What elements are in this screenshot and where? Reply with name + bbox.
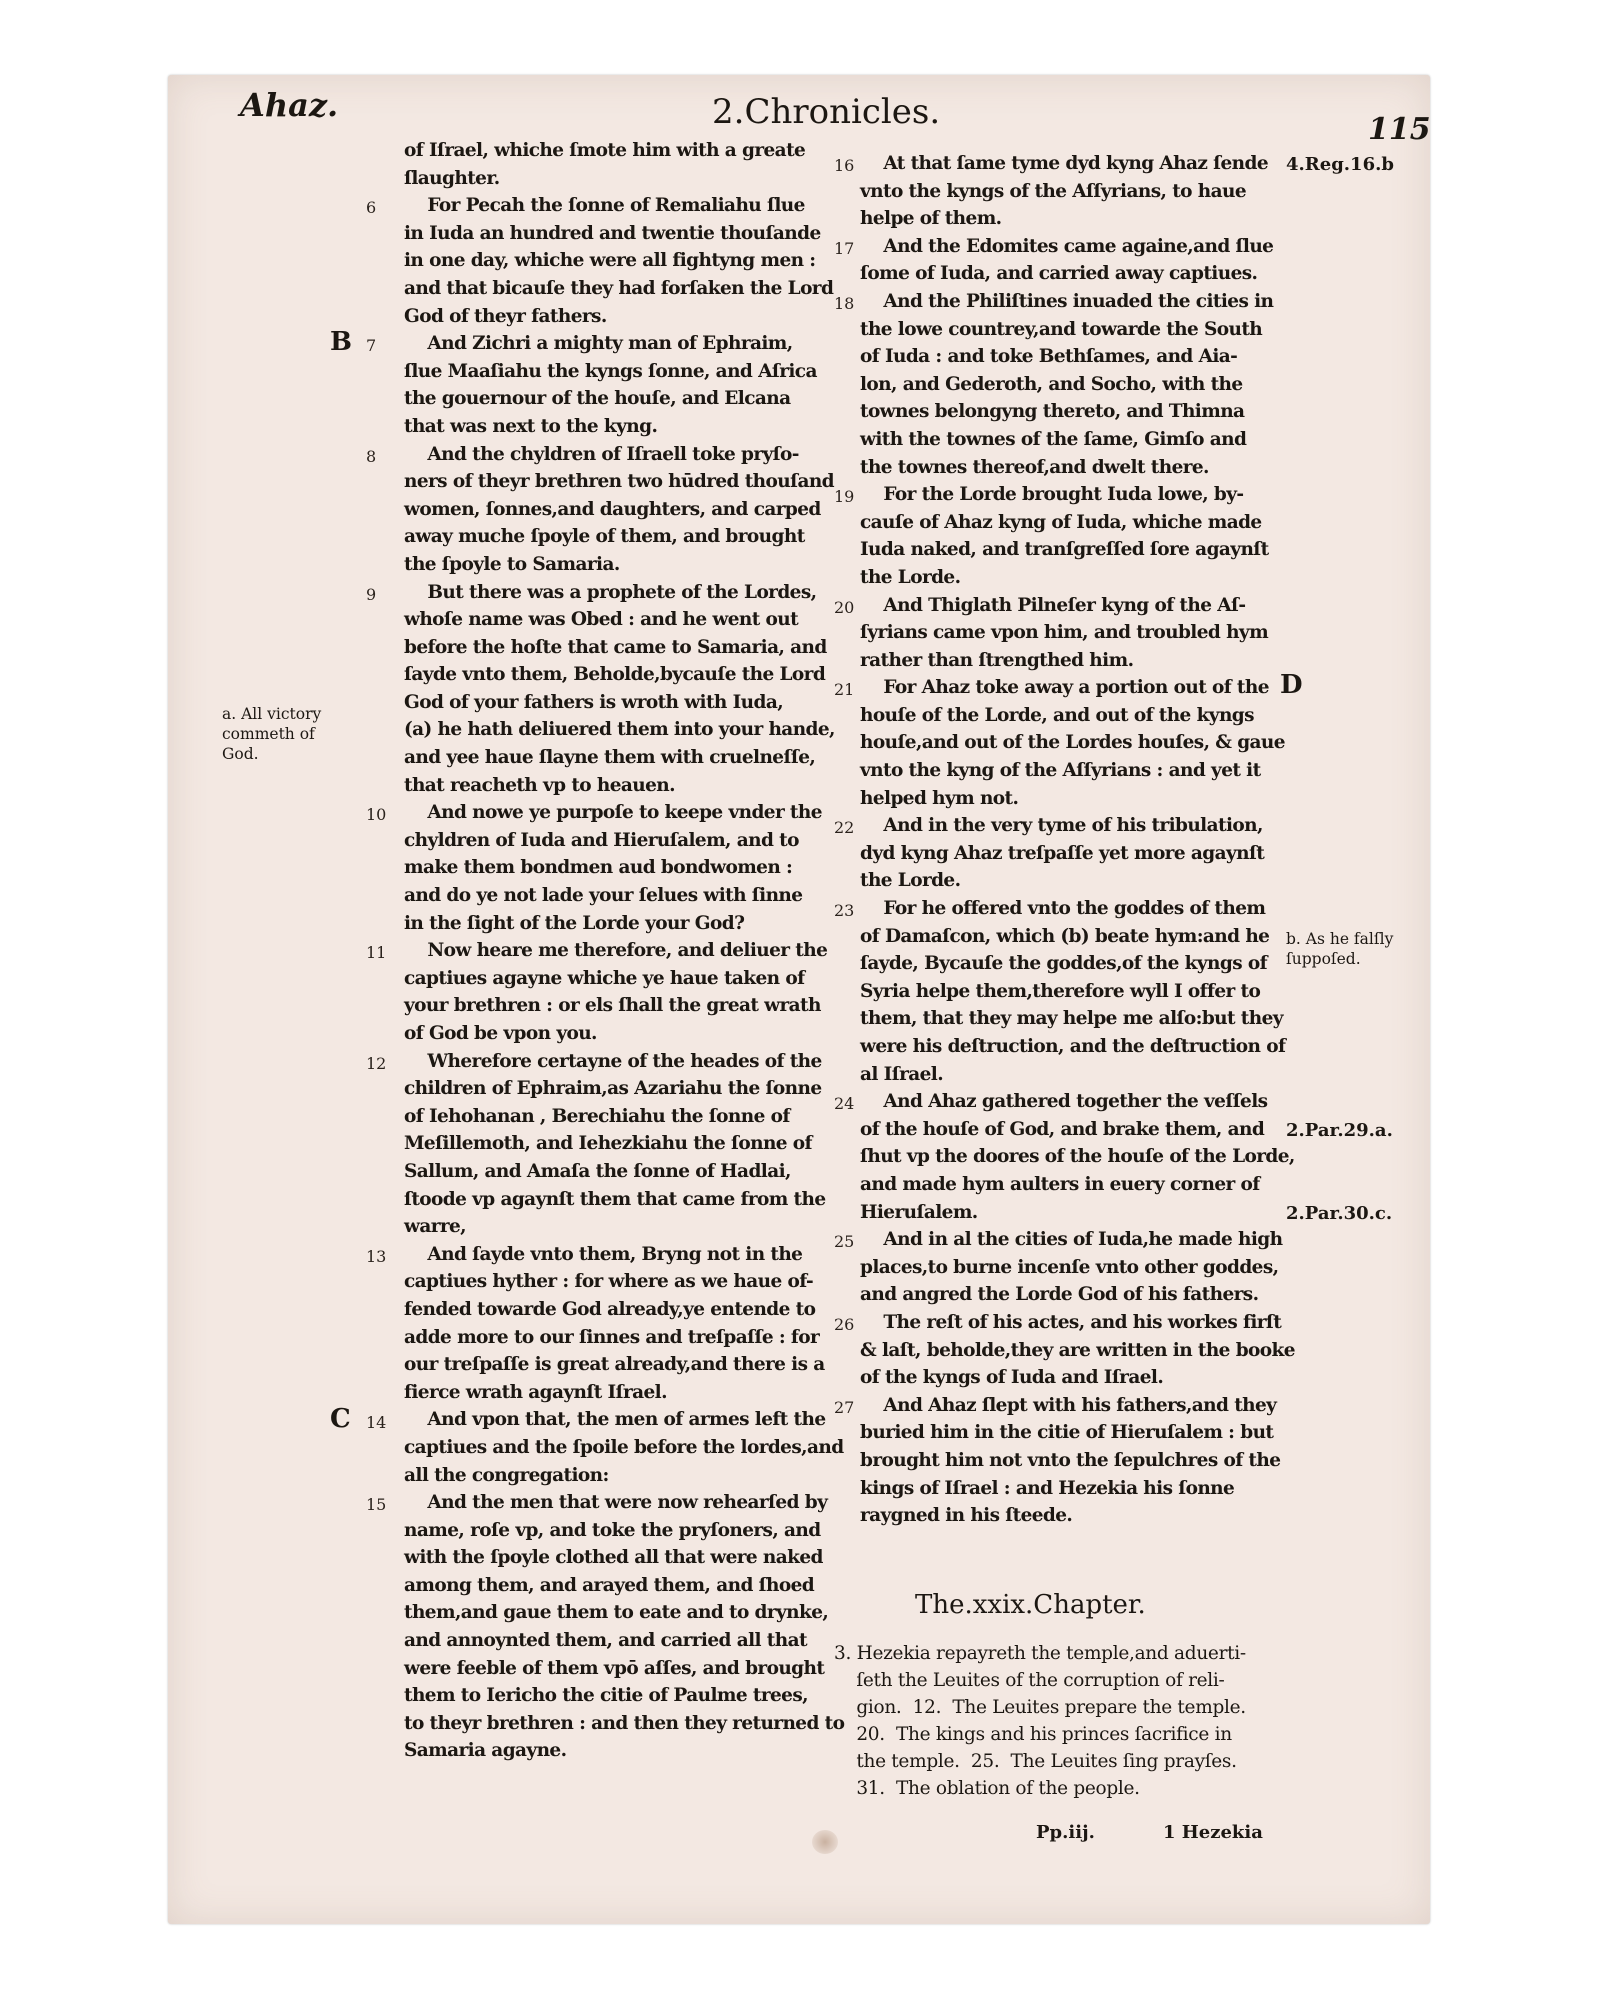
text-line: your brethren : or els ſhall the great wrath — [404, 995, 821, 1017]
text-line: ſlue Maaſiahu the kyngs ſonne, and Aſrica — [404, 360, 817, 382]
cross-reference: 2.Par.29.a. — [1286, 1120, 1393, 1141]
verse-number: 19 — [834, 487, 855, 507]
verse-number: 24 — [834, 1094, 855, 1114]
text-line: Syria helpe them,therefore wyll I offer to — [860, 980, 1261, 1002]
text-line: of Iuda : and toke Bethſames, and Aia- — [860, 346, 1238, 368]
text-line: of God be vpon you. — [404, 1023, 597, 1044]
verse-number: 10 — [366, 805, 387, 825]
paper-stain — [812, 1830, 838, 1854]
text-line: God of theyr fathers. — [404, 305, 607, 327]
text-line: townes belongyng thereto, and Thimna — [860, 401, 1245, 423]
verse-number: 16 — [834, 156, 855, 175]
text-line: of Iehohanan , Berechiahu the ſonne of — [404, 1105, 790, 1127]
text-line: them to Iericho the citie of Paulme trees, — [404, 1685, 808, 1707]
text-line: to theyr brethren : and then they returned to — [404, 1712, 845, 1734]
verse-number: 22 — [834, 818, 855, 838]
section-letter: B — [330, 327, 352, 358]
text-line: our treſpaſſe is great already,and there is a — [404, 1354, 825, 1376]
text-line: lon, and Gederoth, and Socho, with the — [860, 373, 1243, 395]
text-line: ſlaughter. — [404, 167, 500, 189]
text-line: And the Philiſtines inuaded the cities in — [860, 290, 1274, 312]
chapter-summary: 3. Hezekia repayreth the temple,and aduerti- ſeth the Leuites of the corruption of reli- gion. 12. The Leuites prepare the temple. 20. The kings and his princes ſacrifice in the temple. 25. The Leuites ſing prayſes. 31. The oblation of the people. — [834, 1643, 1246, 1799]
text-line: women, ſonnes,and daughters, and carped — [404, 498, 821, 520]
text-line: them, that they may helpe me alſo:but they — [860, 1008, 1283, 1030]
text-line: ſome of Iuda, and carried away captiues. — [860, 263, 1258, 285]
text-line: dyd kyng Ahaz treſpaſſe yet more agaynſt — [860, 842, 1265, 864]
text-line: Now heare me therefore, and deliuer the — [404, 940, 828, 962]
text-line: them,and gaue them to eate and to drynke, — [404, 1602, 829, 1624]
text-line: ſyrians came vpon him, and troubled hym — [860, 622, 1269, 644]
signature-mark: Pp.iij. — [1036, 1822, 1095, 1843]
running-head-left: Ahaz. — [240, 86, 339, 124]
margin-note-b: b. As he falſly ſuppoſed. — [1286, 929, 1394, 968]
verse-number: 12 — [366, 1053, 387, 1073]
text-line: And in the very tyme of his tribulation, — [860, 815, 1263, 837]
text-line: cauſe of Ahaz kyng of Iuda, whiche made — [860, 511, 1262, 533]
left-text-column — [404, 137, 844, 1765]
text-line: buried him in the citie of Hieruſalem : but — [860, 1422, 1274, 1444]
text-line: And Ahaz ſlept with his fathers,and they — [860, 1394, 1277, 1416]
text-line: raygned in his ſteede. — [860, 1505, 1073, 1527]
text-line: and angred the Lorde God of his fathers. — [860, 1284, 1259, 1306]
text-line: For the Lorde brought Iuda lowe, by- — [860, 484, 1244, 506]
text-line: and annoynted them, and carried all that — [404, 1630, 807, 1652]
text-line: the ſpoyle to Samaria. — [404, 553, 620, 575]
text-line: children of Ephraim,as Azariahu the ſonne — [404, 1078, 822, 1100]
text-line: & laſt, beholde,they are written in the booke — [860, 1339, 1295, 1361]
text-line: fended towarde God already,ye entende to — [404, 1298, 816, 1320]
text-line: the gouernour of the houſe, and Elcana — [404, 388, 791, 410]
text-line: And Thiglath Pilneſer kyng of the Aſ- — [860, 594, 1246, 616]
text-line: al Iſrael. — [860, 1063, 944, 1085]
text-line: brought him not vnto the ſepulchres of the — [860, 1449, 1281, 1471]
verse-number: 15 — [366, 1495, 387, 1515]
text-line: fierce wrath agaynſt Iſrael. — [404, 1381, 667, 1403]
margin-note-a: a. All victory commeth of God. — [222, 705, 322, 763]
text-line: make them bondmen aud bondwomen : — [404, 857, 793, 879]
text-line: vnto the kyng of the Aſſyrians : and yet it — [860, 760, 1261, 782]
text-line: Meſillemoth, and Iehezkiahu the ſonne of — [404, 1133, 812, 1155]
text-line: of Damaſcon, which (b) beate hym:and he — [860, 925, 1270, 947]
text-line: in the ſight of the Lorde your God? — [404, 912, 745, 934]
text-line: with the ſpoyle clothed all that were naked — [404, 1547, 823, 1569]
text-line: in one day, whiche were all fightyng men : — [404, 250, 816, 272]
text-line: places,to burne incenſe vnto other goddes, — [860, 1256, 1279, 1278]
text-line: houſe,and out of the Lordes houſes, & gaue — [860, 732, 1285, 754]
text-line: ſtoode vp agaynſt them that came from the — [404, 1188, 826, 1210]
text-line: the Lorde. — [860, 870, 961, 892]
text-line: And Ahaz gathered together the veſſels — [860, 1091, 1268, 1113]
text-line: and made hym aulters in euery corner of — [860, 1173, 1260, 1195]
text-line: the townes thereof,and dwelt there. — [860, 456, 1209, 478]
text-line: helpe of them. — [860, 208, 1002, 230]
verse-number: 17 — [834, 238, 855, 258]
text-line: The reſt of his actes, and his workes firſt — [860, 1311, 1282, 1333]
text-line: all the congregation: — [404, 1464, 609, 1486]
verse-number: 27 — [834, 1398, 855, 1417]
text-line: For he offered vnto the goddes of them — [860, 898, 1266, 920]
text-line: ſhut vp the doores of the houſe of the Lorde, — [860, 1146, 1295, 1168]
text-line: warre, — [404, 1216, 467, 1238]
text-line: ners of theyr brethren two hūdred thouſand — [404, 471, 835, 493]
text-line: chyldren of Iuda and Hieruſalem, and to — [404, 829, 799, 851]
text-line: captiues hyther : for where as we haue of- — [404, 1271, 814, 1293]
section-letter: D — [1280, 670, 1303, 701]
verse-number: 21 — [834, 680, 855, 700]
text-line: the lowe countrey,and towarde the South — [860, 318, 1263, 340]
text-line: helped hym not. — [860, 787, 1019, 809]
verse-number: 13 — [366, 1247, 387, 1266]
text-line: adde more to our ſinnes and treſpaſſe : for — [404, 1326, 820, 1348]
text-line: of Iſrael, whiche ſmote him with a greate — [404, 140, 806, 161]
verse-number: 18 — [834, 294, 855, 313]
text-line: and do ye not lade your ſelues with ſinne — [404, 885, 803, 907]
page-number: 115 — [1368, 112, 1431, 147]
verse-number: 26 — [834, 1315, 855, 1335]
right-text-column — [860, 150, 1295, 1530]
cross-reference: 4.Reg.16.b — [1286, 154, 1394, 175]
text-line: captiues agayne whiche ye haue taken of — [404, 967, 805, 989]
text-line: And the Edomites came againe,and ſlue — [860, 235, 1274, 257]
text-line: Hieruſalem. — [860, 1201, 978, 1223]
text-line: were feeble of them vpō aſſes, and brought — [404, 1657, 825, 1679]
verse-number: 6 — [366, 198, 377, 218]
text-line: God of your fathers is wroth with Iuda, — [404, 691, 784, 713]
text-line: ſayde, Bycauſe the goddes,of the kyngs of — [860, 953, 1267, 975]
verse-number: 9 — [366, 584, 377, 604]
text-line: and that bicauſe they had forſaken the Lord — [404, 277, 834, 299]
text-line: before the hoſte that came to Samaria, and — [404, 636, 827, 658]
text-line: in Iuda an hundred and twentie thouſande — [404, 222, 821, 244]
verse-number: 20 — [834, 597, 855, 617]
text-line: ſayde vnto them, Beholde,bycauſe the Lord — [404, 664, 826, 686]
text-line: Iuda naked, and tranſgreſſed ſore agaynſt — [860, 539, 1269, 561]
text-line: And vpon that, the men of armes left the — [404, 1409, 826, 1431]
text-line: name, roſe vp, and toke the pryſoners, and — [404, 1519, 821, 1541]
text-line: (a) he hath deliuered them into your hande, — [404, 719, 835, 741]
running-head-title: 2.Chronicles. — [712, 92, 941, 132]
text-line: whoſe name was Obed : and he went out — [404, 609, 799, 631]
text-line: But there was a prophete of the Lordes, — [404, 581, 817, 603]
text-line: And ſayde vnto them, Bryng not in the — [404, 1243, 803, 1265]
cross-reference: 2.Par.30.c. — [1286, 1202, 1393, 1224]
text-line: rather than ſtrengthed him. — [860, 649, 1134, 671]
text-line: kings of Iſrael : and Hezekia his ſonne — [860, 1477, 1235, 1499]
text-line: And the chyldren of Iſraell toke pryſo- — [404, 443, 799, 465]
text-line: vnto the kyngs of the Aſſyrians, to haue — [860, 180, 1246, 202]
text-line: And Zichri a mighty man of Ephraim, — [404, 333, 793, 355]
text-line: For Pecah the ſonne of Remaliahu ſlue — [404, 195, 805, 217]
verse-number: 14 — [366, 1412, 387, 1432]
verse-number: 11 — [366, 943, 387, 963]
text-line: that reacheth vp to heauen. — [404, 774, 675, 796]
verse-number: 25 — [834, 1232, 855, 1252]
verse-number: 23 — [834, 901, 855, 921]
text-line: among them, and arayed them, and ſhoed — [404, 1574, 815, 1596]
text-line: of the kyngs of Iuda and Iſrael. — [860, 1367, 1164, 1389]
text-line: Wherefore certayne of the heades of the — [404, 1050, 822, 1072]
text-line: At that ſame tyme dyd kyng Ahaz ſende — [860, 153, 1269, 174]
text-line: with the townes of the ſame, Gimſo and — [860, 428, 1247, 450]
text-line: and yee haue ſlayne them with cruelneſſe, — [404, 747, 816, 769]
text-line: Samaria agayne. — [404, 1740, 567, 1762]
text-line: And the men that were now rehearſed by — [404, 1492, 828, 1514]
verse-number: 8 — [366, 446, 377, 466]
text-line: that was next to the kyng. — [404, 415, 658, 437]
text-line: houſe of the Lorde, and out of the kyngs — [860, 704, 1254, 726]
text-line: And in al the cities of Iuda,he made high — [860, 1229, 1283, 1251]
catchword: 1 Hezekia — [1163, 1822, 1263, 1843]
text-line: captiues and the ſpoile before the lordes,and — [404, 1436, 844, 1458]
text-line: Sallum, and Amaſa the ſonne of Hadlai, — [404, 1160, 791, 1182]
verse-number: 7 — [366, 336, 377, 356]
text-line: were his deſtruction, and the deſtruction of — [860, 1036, 1286, 1057]
section-letter: C — [330, 1403, 351, 1434]
text-line: away muche ſpoyle of them, and brought — [404, 526, 805, 548]
text-line: of the houſe of God, and brake them, and — [860, 1118, 1265, 1140]
text-line: the Lorde. — [860, 566, 961, 588]
text-line: And nowe ye purpoſe to keepe vnder the — [404, 802, 822, 824]
chapter-heading: The.xxix.Chapter. — [915, 1590, 1146, 1620]
text-line: For Ahaz toke away a portion out of the — [860, 677, 1269, 699]
